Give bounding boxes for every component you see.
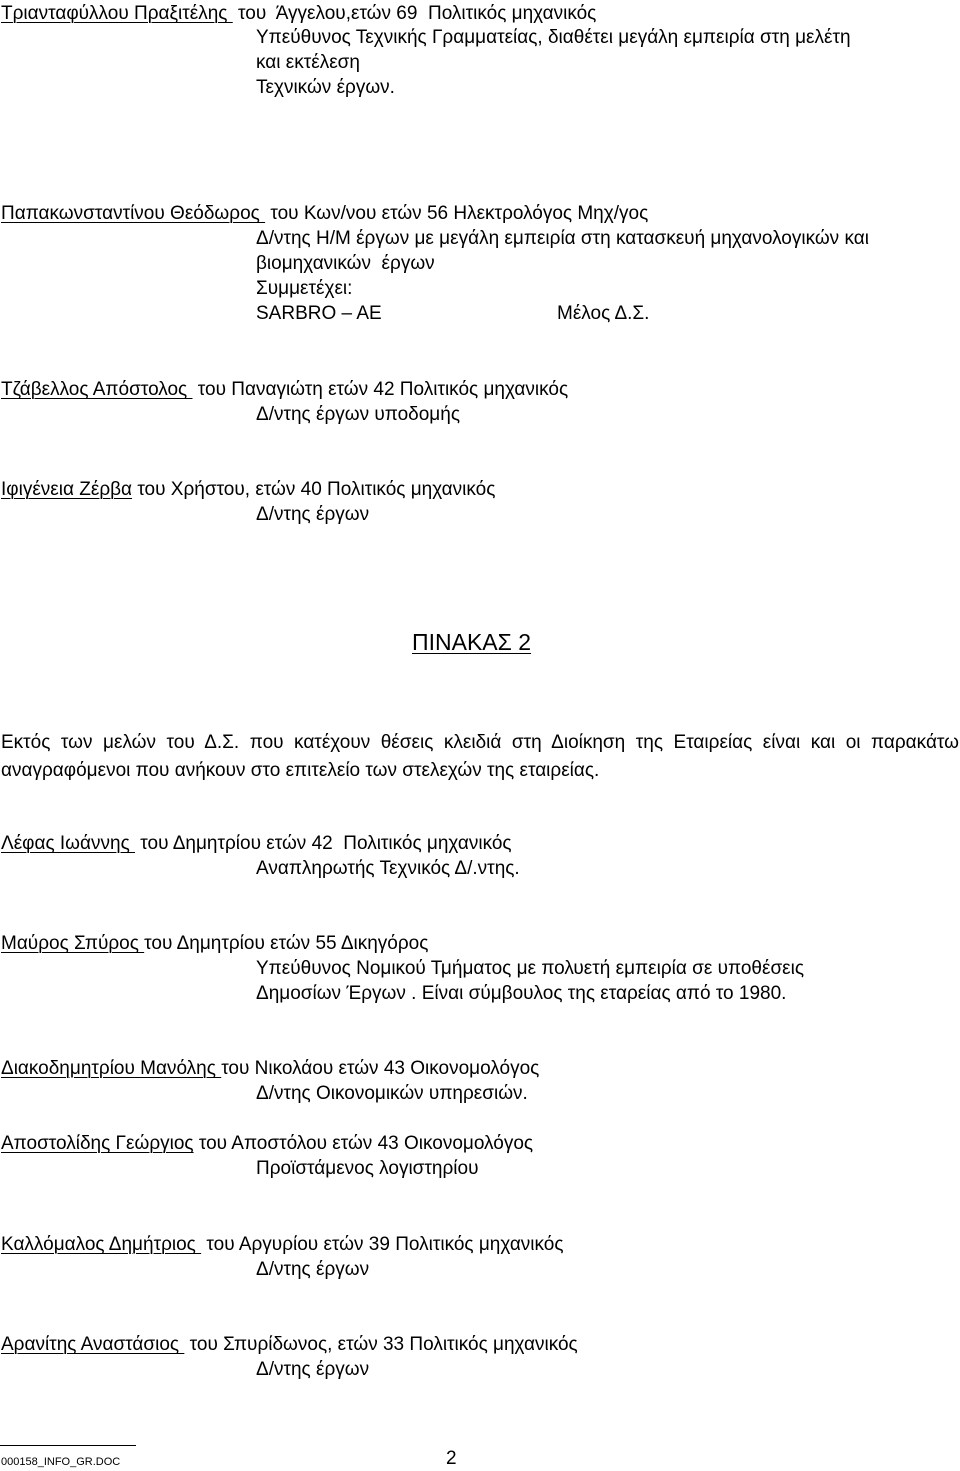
entry-header [1,201,648,226]
person-details: του Δημητρίου ετών 55 Δικηγόρος [144,933,429,954]
person-details: του Χρήστου, ετών 40 Πολιτικός μηχανικός [132,479,496,500]
participation-company: SARBRO – AE [256,303,382,324]
entry-header [1,1131,533,1156]
person-name: Ιφιγένεια Ζέρβα [1,479,133,500]
entry-line: και εκτέλεση [256,52,360,73]
person-details: του Άγγελου,ετών 69 Πολιτικός μηχανικός [232,3,597,24]
person-name: Μαύρος Σπύρος [1,933,145,954]
person-details: του Σπυρίδωνος, ετών 33 Πολιτικός μηχανικός [184,1334,578,1355]
entry-line: Προϊστάμενος λογιστηρίου [256,1158,479,1179]
entry-header [1,377,568,402]
entry-header [1,1,596,26]
intro-paragraph: Εκτός των μελών του Δ.Σ. που κατέχουν θέσεις κλειδιά στη Διοίκηση της Εταιρείας είναι και οι παρακάτω αναγραφόμενοι που ανήκουν στο επιτελείο των στελεχών της εταιρείας. [1,732,959,781]
entry-line: Δ/ντης Η/Μ έργων με μεγάλη εμπειρία στη κατασκευή μηχανολογικών και [256,228,869,249]
person-name: Τριανταφύλλου Πραξιτέλης [1,3,233,24]
footer-divider [0,1445,136,1446]
entry-header [1,477,495,502]
footer-page-number: 2 [446,1448,457,1469]
person-details: του Αποστόλου ετών 43 Οικονομολόγος [193,1133,534,1154]
entry-header [1,931,428,956]
entry-line: Δ/ντης έργων [256,1359,370,1380]
entry-line: Υπεύθυνος Τεχνικής Γραμματείας, διαθέτει μεγάλη εμπειρία στη μελέτη [256,27,851,48]
person-name: Λέφας Ιωάννης [1,833,136,854]
entry-header [1,1332,578,1357]
entry-line: Συμμετέχει: [256,278,353,299]
entry-line: Δ/ντης έργων [256,1259,370,1280]
entry-line: βιομηχανικών έργων [256,253,435,274]
entry-line: Δημοσίων Έργων . Είναι σύμβουλος της εταρείας από το 1980. [256,983,787,1004]
entry-line: Υπεύθυνος Νομικού Τμήματος με πολυετή εμπειρία σε υποθέσεις [256,958,805,979]
entry-line: Τεχνικών έργων. [256,77,395,98]
entry-line: Αναπληρωτής Τεχνικός Δ/.ντης. [256,858,520,879]
entry-header [1,1232,564,1257]
person-name: Αρανίτης Αναστάσιος [1,1334,185,1355]
entry-header [1,1056,539,1081]
entry-header [1,831,512,856]
person-details: του Κων/νου ετών 56 Ηλεκτρολόγος Μηχ/γος [265,203,649,224]
participation-role: Μέλος Δ.Σ. [557,303,650,324]
person-details: του Δημητρίου ετών 42 Πολιτικός μηχανικός [135,833,512,854]
person-name: Καλλόμαλος Δημήτριος [1,1234,202,1255]
person-name: Αποστολίδης Γεώργιος [1,1133,194,1154]
footer-doc-ref: 000158_INFO_GR.DOC [1,1456,121,1468]
entry-line: Δ/ντης έργων υποδομής [256,404,460,425]
person-name: Παπακωνσταντίνου Θεόδωρος [1,203,266,224]
person-details: του Νικολάου ετών 43 Οικονομολόγος [221,1058,540,1079]
person-name: Τζάβελλος Απόστολος [1,379,193,400]
person-details: του Αργυρίου ετών 39 Πολιτικός μηχανικός [201,1234,564,1255]
entry-line: Δ/ντης Οικονομικών υπηρεσιών. [256,1083,528,1104]
person-name: Διακοδημητρίου Μανόλης [1,1058,222,1079]
table-heading: ΠΙΝΑΚΑΣ 2 [412,629,532,655]
person-details: του Παναγιώτη ετών 42 Πολιτικός μηχανικός [192,379,569,400]
entry-line: Δ/ντης έργων [256,504,370,525]
